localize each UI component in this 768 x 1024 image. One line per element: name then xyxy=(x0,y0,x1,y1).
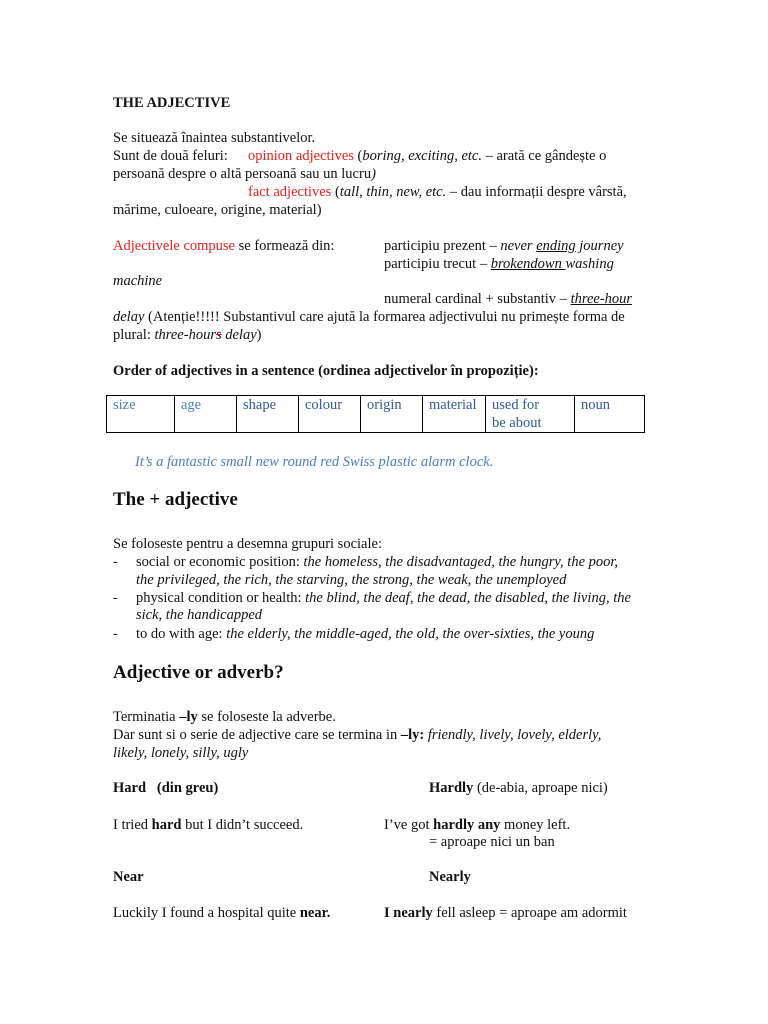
list-item-label: social or economic position: xyxy=(136,554,304,570)
table-row xyxy=(107,396,645,433)
ly-line-2 xyxy=(113,726,601,744)
list-item xyxy=(136,553,618,571)
be-about: be about xyxy=(492,415,542,431)
ex4-b: nearly xyxy=(393,905,433,921)
nearly-heading: Nearly xyxy=(429,869,471,885)
ly-line2-a: Dar sunt si o serie de adjective care se termina in xyxy=(113,727,401,743)
ly-line1-c: se foloseste la adverbe. xyxy=(197,709,336,725)
compound-label: Adjectivele compuse xyxy=(113,238,235,254)
note-a: (Atenție!!!!! Substantivul care ajută la formarea adjectivului nu primește forma de xyxy=(144,309,625,325)
pp-past-ex-b: washing xyxy=(565,256,614,272)
dash-bullet: - xyxy=(113,626,118,642)
ly-suffix-2: –ly: xyxy=(400,727,425,743)
opinion-desc-b: persoană despre o altă persoană sau un lucru xyxy=(113,166,372,182)
table-cell: origin xyxy=(361,396,423,433)
table-cell: noun xyxy=(575,396,645,433)
intro-line: Se situează înaintea substantivelor. xyxy=(113,130,316,146)
ex1-b: hard xyxy=(151,817,182,833)
note-line xyxy=(113,308,625,326)
ex1-c: but I didn’t succeed. xyxy=(181,817,304,833)
participle-present xyxy=(384,237,624,255)
adjective-order-table xyxy=(106,395,645,433)
opinion-desc-cont: persoană despre o altă persoană sau un lucru) xyxy=(113,166,376,182)
table-cell: age xyxy=(175,396,237,433)
note-example-struck-s: s xyxy=(215,327,222,343)
pp-past-prefix: participiu trecut – xyxy=(384,256,491,272)
order-heading: Order of adjectives in a sentence (ordinea adjectivelor în propoziție): xyxy=(113,363,539,379)
fact-label: fact adjectives xyxy=(248,184,332,200)
hard-heading xyxy=(113,779,218,797)
opinion-line: opinion adjectives (boring, exciting, etc. – arată ce gândește o xyxy=(248,148,607,164)
hardly-heading xyxy=(429,779,608,797)
near-heading: Near xyxy=(113,869,144,885)
section-intro: Se foloseste pentru a desemna grupuri sociale: xyxy=(113,536,382,552)
fact-line: fact adjectives (tall, thin, new, etc. – dau informații despre vârstă, xyxy=(248,184,627,200)
list-item-label: physical condition or health: xyxy=(136,590,306,606)
opinion-desc: – arată ce gândește o xyxy=(481,148,607,164)
note-line-2 xyxy=(113,326,262,344)
list-item xyxy=(136,625,594,643)
section-heading-the-adjective: The + adjective xyxy=(113,489,238,510)
participle-past xyxy=(384,255,614,273)
dash-bullet: - xyxy=(113,554,118,570)
ex3-b: near. xyxy=(299,905,331,921)
section-heading-adjective-or-adverb: Adjective or adverb? xyxy=(113,662,284,683)
pp-present-ex-b: ending xyxy=(536,238,576,254)
machine-word: machine xyxy=(113,273,163,289)
note-end: ) xyxy=(256,327,262,343)
opinion-examples: boring, exciting, etc. xyxy=(362,148,482,164)
pp-past-ex-a: brokendown xyxy=(490,256,566,272)
note-example-c: delay xyxy=(221,327,257,343)
ex2-c: money left. xyxy=(500,817,571,833)
table-cell: size xyxy=(107,396,175,433)
numeral-prefix: numeral cardinal + substantiv – xyxy=(384,291,571,307)
ly-line-1 xyxy=(113,708,336,726)
hard-gloss: (din greu) xyxy=(156,780,219,796)
ex2-b: hardly any xyxy=(433,817,501,833)
list-item-cont: sick, the handicapped xyxy=(136,607,263,623)
table-cell: shape xyxy=(237,396,299,433)
compound-line xyxy=(113,237,334,255)
ex4-c: fell asleep = aproape am adormit xyxy=(432,905,627,921)
hardly-example xyxy=(384,816,570,834)
compound-rest: se formează din: xyxy=(235,238,335,254)
ex2-a: I’ve got xyxy=(384,817,434,833)
page-title: THE ADJECTIVE xyxy=(113,95,231,111)
fact-desc: – dau informații despre vârstă, xyxy=(446,184,627,200)
hardly-gloss-line: = aproape nici un ban xyxy=(429,834,555,850)
list-item xyxy=(136,589,631,607)
ex1-a: I tried xyxy=(113,817,152,833)
ly-line-3: likely, lonely, silly, ugly xyxy=(113,745,249,761)
note-b: plural: xyxy=(113,327,155,343)
list-item-examples: the homeless, the disadvantaged, the hungry, the poor, xyxy=(303,554,619,570)
nearly-example xyxy=(384,904,627,922)
hardly-gloss: (de-abia, aproape nici) xyxy=(473,780,608,796)
numeral-line xyxy=(384,290,632,308)
list-item-examples: the blind, the deaf, the dead, the disabled, the living, the xyxy=(305,590,631,606)
list-item-label: to do with age: xyxy=(136,626,227,642)
pp-present-ex-a: never xyxy=(500,238,537,254)
ly-adjectives: friendly, lively, lovely, elderly, xyxy=(424,727,602,743)
delay-word: delay xyxy=(113,309,145,325)
table-cell xyxy=(486,396,575,433)
ly-suffix: –ly xyxy=(179,709,198,725)
opinion-label: opinion adjectives xyxy=(248,148,354,164)
pp-present-prefix: participiu prezent – xyxy=(384,238,501,254)
ex3-a: Luckily I found a hospital quite xyxy=(113,905,300,921)
table-cell: colour xyxy=(299,396,361,433)
dash-bullet: - xyxy=(113,590,118,606)
ex4-a: I xyxy=(384,905,394,921)
hard-word: Hard xyxy=(113,780,147,796)
fact-desc-cont: mărime, culoeare, origine, material) xyxy=(113,202,322,218)
used-for: used for xyxy=(492,397,540,413)
ly-line1-a: Terminatia xyxy=(113,709,180,725)
note-example-a: three-hour xyxy=(154,327,216,343)
table-cell: material xyxy=(423,396,486,433)
hardly-word: Hardly xyxy=(429,780,474,796)
list-item-cont: the privileged, the rich, the starving, the strong, the weak, the unemployed xyxy=(136,572,567,588)
fact-examples: tall, thin, new, etc. xyxy=(339,184,447,200)
intro-types-prefix: Sunt de două feluri: xyxy=(113,148,228,164)
order-example: It’s a fantastic small new round red Swiss plastic alarm clock. xyxy=(135,454,494,470)
list-item-examples: the elderly, the middle-aged, the old, the over-sixties, the young xyxy=(226,626,595,642)
near-example xyxy=(113,904,330,922)
numeral-example: three-hour xyxy=(570,291,633,307)
pp-present-ex-c: journey xyxy=(575,238,624,254)
hard-example xyxy=(113,816,303,834)
